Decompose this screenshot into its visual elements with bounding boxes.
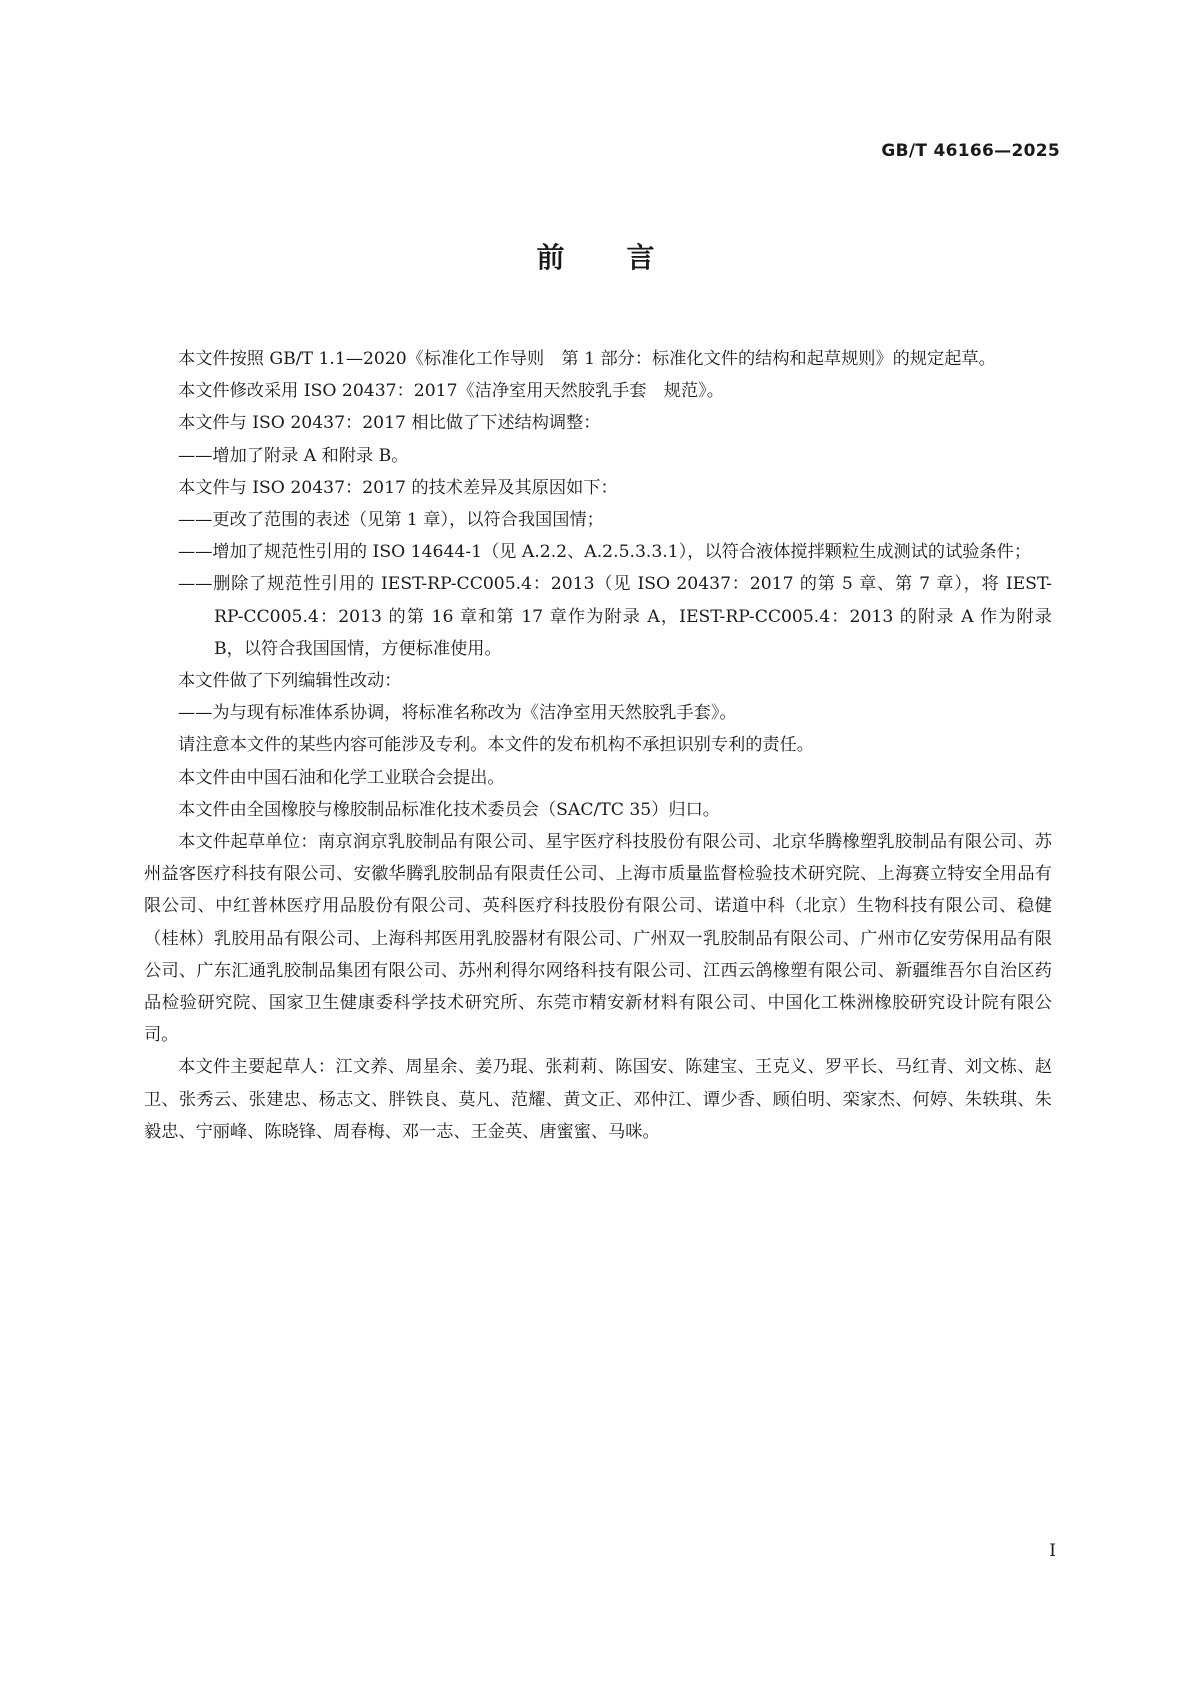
standard-code: GB/T 46166—2025 [881, 141, 1060, 161]
list-item: ——更改了范围的表述（见第 1 章），以符合我国国情； [178, 510, 604, 531]
paragraph-drafting-units: 本文件起草单位：南京润京乳胶制品有限公司、星宇医疗科技股份有限公司、北京华腾橡塑乳胶制品有限公司、苏州益客医疗科技有限公司、安徽华腾乳胶制品有限责任公司、上海市质量监督检验技术研究院、上海赛立特安全用品有限公司、中红普林医疗用品股份有限公司、英科医疗科技股份有限公司、诺道中科（北京）生物科技有限公司、稳健（桂林）乳胶用品有限公司、上海科邦医用乳胶器材有限公司、广州双一乳胶制品有限公司、广州市亿安劳保用品有限公司、广东汇通乳胶制品集团有限公司、苏州利得尔网络科技有限公司、江西云鸽橡塑有限公司、新疆维吾尔自治区药品检验研究院、国家卫生健康委科学技术研究所、东莞市精安新材料有限公司、中国化工株洲橡胶研究设计院有限公司。 [144, 832, 1052, 1046]
list-item: ——为与现有标准体系协调，将标准名称改为《洁净室用天然胶乳手套》。 [178, 703, 737, 724]
paragraph-drafting-rules: 本文件按照 GB/T 1.1—2020《标准化工作导则 第 1 部分：标准化文件的结构和起草规则》的规定起草。 [178, 349, 996, 369]
paragraph-proposer: 本文件由中国石油和化学工业联合会提出。 [178, 767, 505, 788]
paragraph-structure-changes: 本文件与 ISO 20437：2017 相比做了下述结构调整： [178, 413, 601, 434]
page-number: I [1049, 1541, 1056, 1561]
paragraph-adoption: 本文件修改采用 ISO 20437：2017《洁净室用天然胶乳手套 规范》。 [178, 381, 724, 402]
list-item: ——删除了规范性引用的 IEST-RP-CC005.4：2013（见 ISO 20437：2017 的第 5 章、第 7 章），将 IEST-RP-CC005.4：2013 的第 16 章和第 17 章作为附录 A，IEST-RP-CC005.4：2013 的附录 A 作为附录 B，以符合我国国情，方便标准使用。 [178, 574, 1052, 659]
list-item: ——增加了规范性引用的 ISO 14644-1（见 A.2.2、A.2.5.3.3.1），以符合液体搅拌颗粒生成测试的试验条件； [178, 542, 1032, 563]
paragraph-drafters: 本文件主要起草人：江文养、周星余、姜乃琨、张莉莉、陈国安、陈建宝、王克义、罗平长、马红青、刘文栋、赵卫、张秀云、张建忠、杨志文、胖铁良、莫凡、范耀、黄文正、邓仲江、谭少香、顾伯明、栾家杰、何婷、朱轶琪、朱毅忠、宁丽峰、陈晓锋、周春梅、邓一志、王金英、唐蜜蜜、马咪。 [144, 1057, 1052, 1142]
paragraph-committee: 本文件由全国橡胶与橡胶制品标准化技术委员会（SAC/TC 35）归口。 [178, 799, 720, 820]
paragraph-patent-notice: 请注意本文件的某些内容可能涉及专利。本文件的发布机构不承担识别专利的责任。 [178, 735, 814, 756]
paragraph-technical-differences: 本文件与 ISO 20437：2017 的技术差异及其原因如下： [178, 477, 618, 498]
page-title: 前言 [536, 241, 717, 274]
paragraph-editorial-changes: 本文件做了下列编辑性改动： [178, 671, 402, 692]
list-item: ——增加了附录 A 和附录 B。 [178, 445, 409, 466]
foreword-body [144, 343, 1052, 1148]
